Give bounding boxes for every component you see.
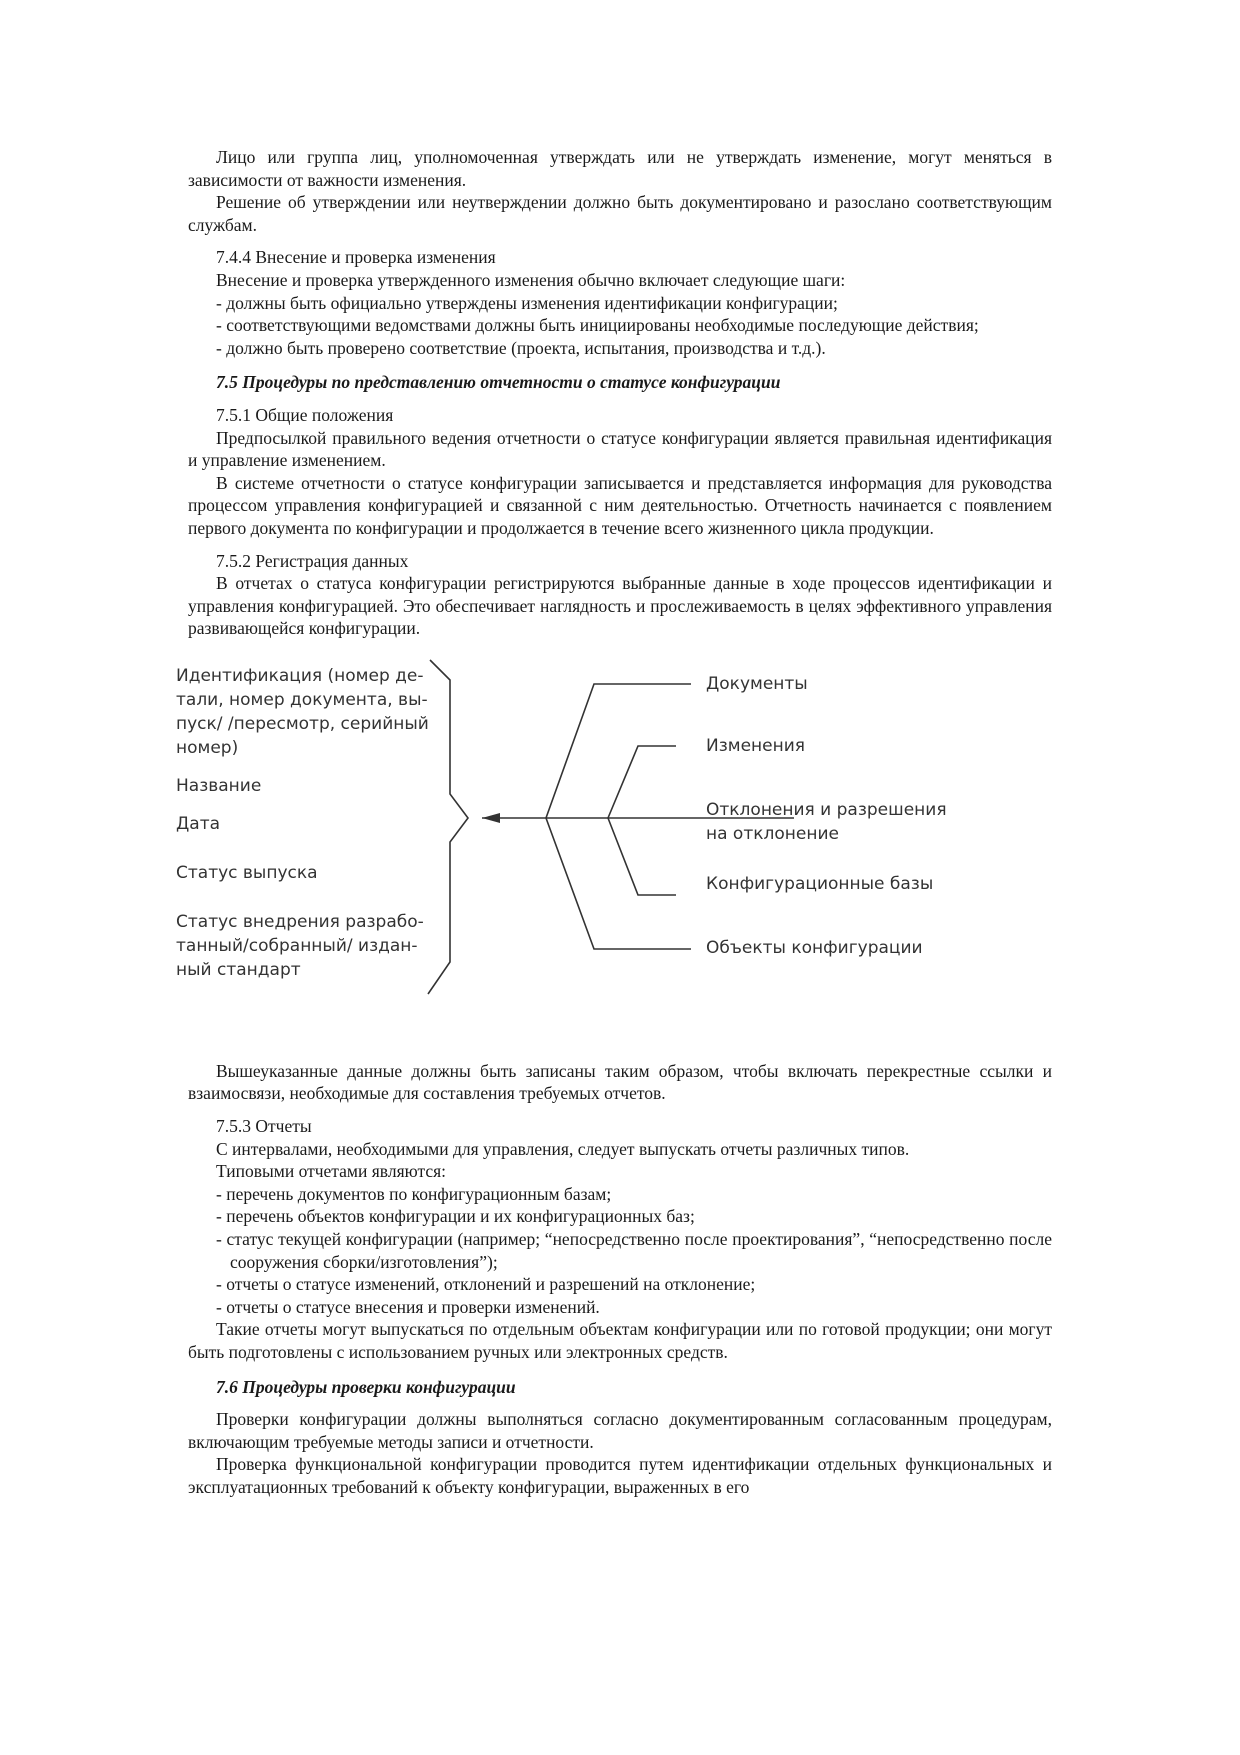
paragraph: Проверка функциональной конфигурации проводится путем идентификации отдельных функциональных и эксплуатационных требований к объекту конфигурации, выраженных в его xyxy=(188,1454,1052,1497)
list-item: - должны быть официально утверждены изменения идентификации конфигурации; xyxy=(216,292,838,313)
paragraph: Лицо или группа лиц, уполномоченная утверждать или не утверждать изменение, могут меняться в зависимости от важности изменения. xyxy=(188,147,1052,190)
diagram-left-label: Идентификация (номер де- тали, номер документа, вы- пуск/ /пересмотр, серийный номер) xyxy=(176,665,429,758)
section-heading-7-5-3: 7.5.3 Отчеты xyxy=(216,1116,312,1137)
paragraph: С интервалами, необходимыми для управления, следует выпускать отчеты различных типов. xyxy=(216,1138,910,1159)
list-item: - перечень объектов конфигурации и их конфигурационных баз; xyxy=(216,1206,695,1227)
paragraph: Проверки конфигурации должны выполняться согласно документированным согласованным процедурам, включающим требуемые методы записи и отчетности. xyxy=(188,1409,1052,1452)
diagram-left-label: Дата xyxy=(176,813,221,834)
list-item: - статус текущей конфигурации (например; “непосредственно после проектирования”, “непосредственно после сооружения сборки/изготовления”); xyxy=(216,1229,1052,1272)
paragraph: В отчетах о статуса конфигурации регистрируются выбранные данные в ходе процессов идентификации и управления конфигурацией. Это обеспечивает наглядность и прослеживаемость в целях эффективного управления развивающейся конфигурации. xyxy=(188,573,1052,639)
paragraph: Решение об утверждении или неутверждении должно быть документировано и разослано соответствующим службам. xyxy=(188,192,1052,235)
section-heading-7-5-2: 7.5.2 Регистрация данных xyxy=(216,550,409,571)
section-heading-7-5-1: 7.5.1 Общие положения xyxy=(216,404,394,425)
paragraph: В системе отчетности о статусе конфигурации записывается и представляется информация для руководства процессом управления конфигурацией и связанной с ним деятельностью. Отчетность начинается с появлением первого документа по конфигурации и продолжается в течение всего жизненного цикла продукции. xyxy=(188,472,1052,538)
diagram-right-label: Отклонения и разрешения на отклонение xyxy=(706,799,947,844)
branch-documents xyxy=(546,684,691,818)
left-brace xyxy=(428,660,468,994)
diagram-left-label: Название xyxy=(176,775,262,796)
paragraph: Внесение и проверка утвержденного изменения обычно включает следующие шаги: xyxy=(216,269,846,290)
section-heading-7-6: 7.6 Процедуры проверки конфигурации xyxy=(216,1376,516,1397)
list-item: - отчеты о статусе изменений, отклонений и разрешений на отклонение; xyxy=(216,1274,756,1295)
paragraph: Типовыми отчетами являются: xyxy=(216,1161,446,1182)
branch-objects xyxy=(546,818,691,949)
list-item: - отчеты о статусе внесения и проверки изменений. xyxy=(216,1296,600,1317)
branch-baselines xyxy=(608,818,676,895)
document-page xyxy=(176,146,1052,1499)
arrow-head xyxy=(482,813,500,823)
paragraph: Вышеуказанные данные должны быть записаны таким образом, чтобы включать перекрестные ссылки и взаимосвязи, необходимые для составления требуемых отчетов. xyxy=(188,1060,1052,1104)
list-item: - должно быть проверено соответствие (проекта, испытания, производства и т.д.). xyxy=(216,337,826,358)
diagram-right-label: Изменения xyxy=(706,735,806,756)
diagram-right-label: Документы xyxy=(706,673,808,694)
status-data-diagram xyxy=(176,652,1056,1052)
diagram-right-label: Конфигурационные базы xyxy=(706,873,934,894)
diagram-left-label: Статус выпуска xyxy=(176,862,318,883)
branch-changes xyxy=(608,746,676,818)
list-item: - перечень документов по конфигурационным базам; xyxy=(216,1183,612,1204)
section-heading-7-4-4: 7.4.4 Внесение и проверка изменения xyxy=(216,247,496,268)
paragraph: Такие отчеты могут выпускаться по отдельным объектам конфигурации или по готовой продукции; они могут быть подготовлены с использованием ручных или электронных средств. xyxy=(188,1319,1052,1362)
list-item: - соответствующими ведомствами должны быть инициированы необходимые последующие действия; xyxy=(216,315,979,336)
section-heading-7-5: 7.5 Процедуры по представлению отчетности о статусе конфигурации xyxy=(216,372,781,393)
diagram-left-label: Статус внедрения разрабо- танный/собранный/ издан- ный стандарт xyxy=(176,911,424,980)
paragraph: Предпосылкой правильного ведения отчетности о статусе конфигурации является правильная идентификация и управление изменением. xyxy=(188,427,1052,471)
diagram-right-label: Объекты конфигурации xyxy=(706,937,923,958)
